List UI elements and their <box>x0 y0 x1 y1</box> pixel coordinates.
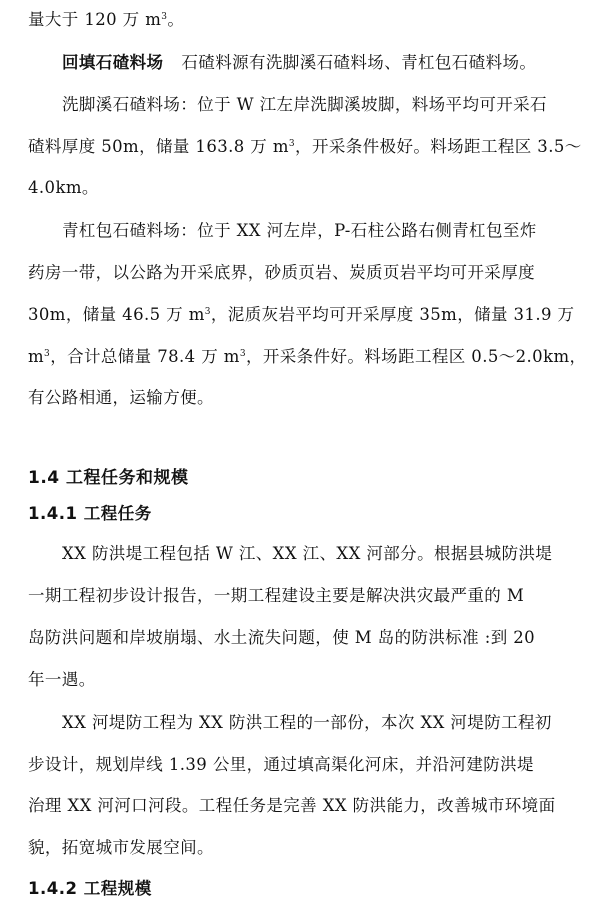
paragraph-line: XX 防洪堤工程包括 W 江、XX 江、XX 河部分。根据县城防洪堤 <box>62 544 553 563</box>
paragraph-line: 步设计，规划岸线 1.39 公里，通过填高渠化河床，并沿河建防洪堤 <box>28 755 534 774</box>
paragraph-line: 年一遇。 <box>28 670 96 689</box>
paragraph-line: 洗脚溪石碴料场：位于 W 江左岸洗脚溪坡脚，料场平均可开采石 <box>62 95 547 114</box>
paragraph-line: 量大于 120 万 $m^3$。 <box>28 10 185 29</box>
paragraph-line: 青杠包石碴料场：位于 XX 河左岸，P-石柱公路右侧青杠包至炸 <box>62 221 537 240</box>
paragraph-line: 碴料厚度 50m，储量 163.8 万 $m^3$，开采条件极好。料场距工程区 3.5～ <box>28 137 582 156</box>
paragraph-line: 岛防洪问题和岸坡崩塌、水土流失问题，使 M 岛的防洪标准 :到 20 <box>28 628 536 647</box>
paragraph-line: XX 河堤防工程为 XX 防洪工程的一部份，本次 XX 河堤防工程初 <box>62 713 552 732</box>
backfill-paragraph: 回填石碴料场 石碴料源有洗脚溪石碴料场、青杠包石碴料场。 <box>62 53 537 72</box>
paragraph-line: 药房一带，以公路为开采底界，砂质页岩、炭质页岩平均可开采厚度 <box>28 263 535 282</box>
paragraph-line: 一期工程初步设计报告，一期工程建设主要是解决洪灾最严重的 M <box>28 586 525 605</box>
section-heading-1-4: 1.4 工程任务和规模 <box>28 468 189 488</box>
paragraph-line: 貌，拓宽城市发展空间。 <box>28 838 214 857</box>
paragraph-line: 治理 XX 河河口河段。工程任务是完善 XX 防洪能力，改善城市环境面 <box>28 796 556 815</box>
paragraph-line: 30m，储量 46.5 万 $m^3$，泥质灰岩平均可开采厚度 35m，储量 31.9 万 <box>28 305 575 324</box>
paragraph-line: 4.0km。 <box>28 178 99 197</box>
backfill-heading: 回填石碴料场 <box>62 53 164 72</box>
section-heading-1-4-2: 1.4.2 工程规模 <box>28 879 152 898</box>
paragraph-line: $m^3$，合计总储量 78.4 万 $m^3$，开采条件好。料场距工程区 0.5～2.0km， <box>28 347 587 366</box>
paragraph-line: 有公路相通，运输方便。 <box>28 388 214 407</box>
section-heading-1-4-1: 1.4.1 工程任务 <box>28 504 152 523</box>
